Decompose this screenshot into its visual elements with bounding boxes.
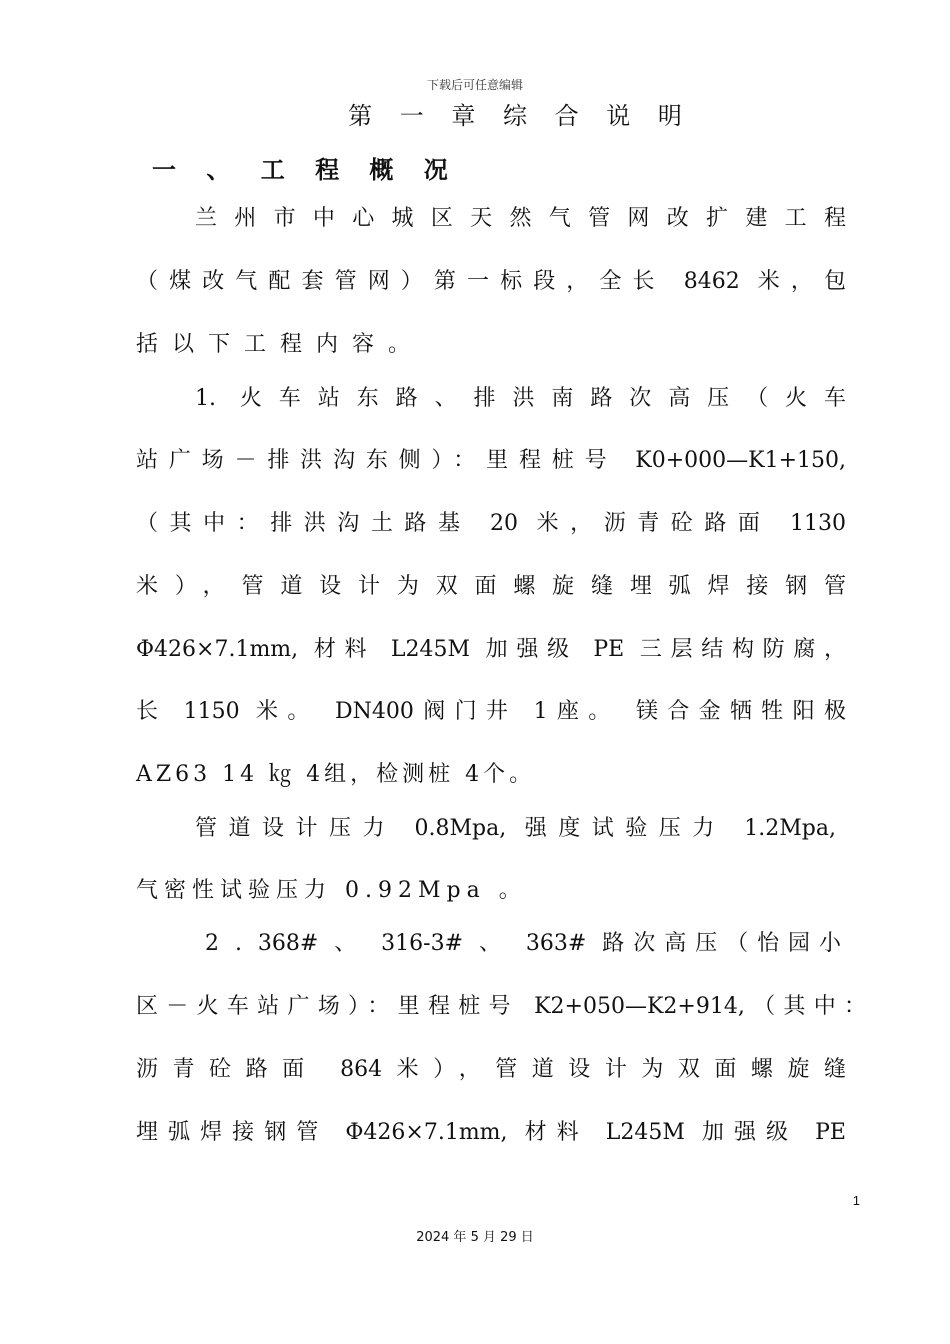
paragraph-line: 埋弧焊接钢管 Φ426×7.1mm, 材料 L245M 加强级 PE <box>136 1120 846 1145</box>
paragraph-line: 括以下工程内容。 <box>136 332 425 357</box>
footer-date: 2024 年 5 月 29 日 <box>416 1230 534 1245</box>
chapter-title: 第 一 章 综 合 说 明 <box>348 102 692 130</box>
paragraph-line: 区－火车站广场）：里程桩号 K2+050—K2+914,（其中： <box>136 994 866 1019</box>
paragraph-line: 长 1150 米。 DN400阀门井 1座。 镁合金牺牲阳极 <box>136 699 846 724</box>
paragraph-line: 气密性试验压力 0.92Mpa 。 <box>136 878 527 903</box>
paragraph-line: 管道设计压力 0.8Mpa, 强度试验压力 1.2Mpa, <box>195 816 836 841</box>
paragraph-line: 2 . 368# 、 316-3# 、 363# 路次高压（怡园小 <box>205 931 841 956</box>
paragraph-line: 米），管道设计为双面螺旋缝埋弧焊接钢管 <box>136 574 846 599</box>
paragraph-line: （煤改气配套管网）第一标段，全长 8462 米，包 <box>136 269 846 294</box>
section-heading: 一 、 工 程 概 况 <box>152 156 459 184</box>
paragraph-line: （其中：排洪沟土路基 20 米，沥青砼路面 1130 <box>136 511 846 536</box>
paragraph-line: AZ63 14 ㎏ 4组，检测桩 4个。 <box>136 762 536 787</box>
paragraph-line: 兰州市中心城区天然气管网改扩建工程 <box>195 206 846 231</box>
page-number: 1 <box>852 1193 860 1208</box>
paragraph-line: 站广场－排洪沟东侧）：里程桩号 K0+000—K1+150, <box>136 448 846 473</box>
paragraph-line: Φ426×7.1mm, 材料 L245M 加强级 PE 三层结构防腐， <box>136 637 846 662</box>
header-note: 下载后可任意编辑 <box>426 78 523 92</box>
paragraph-line: 沥青砼路面 864米），管道设计为双面螺旋缝 <box>136 1057 846 1082</box>
paragraph-line: 1. 火车站东路、排洪南路次高压（火车 <box>195 386 846 411</box>
